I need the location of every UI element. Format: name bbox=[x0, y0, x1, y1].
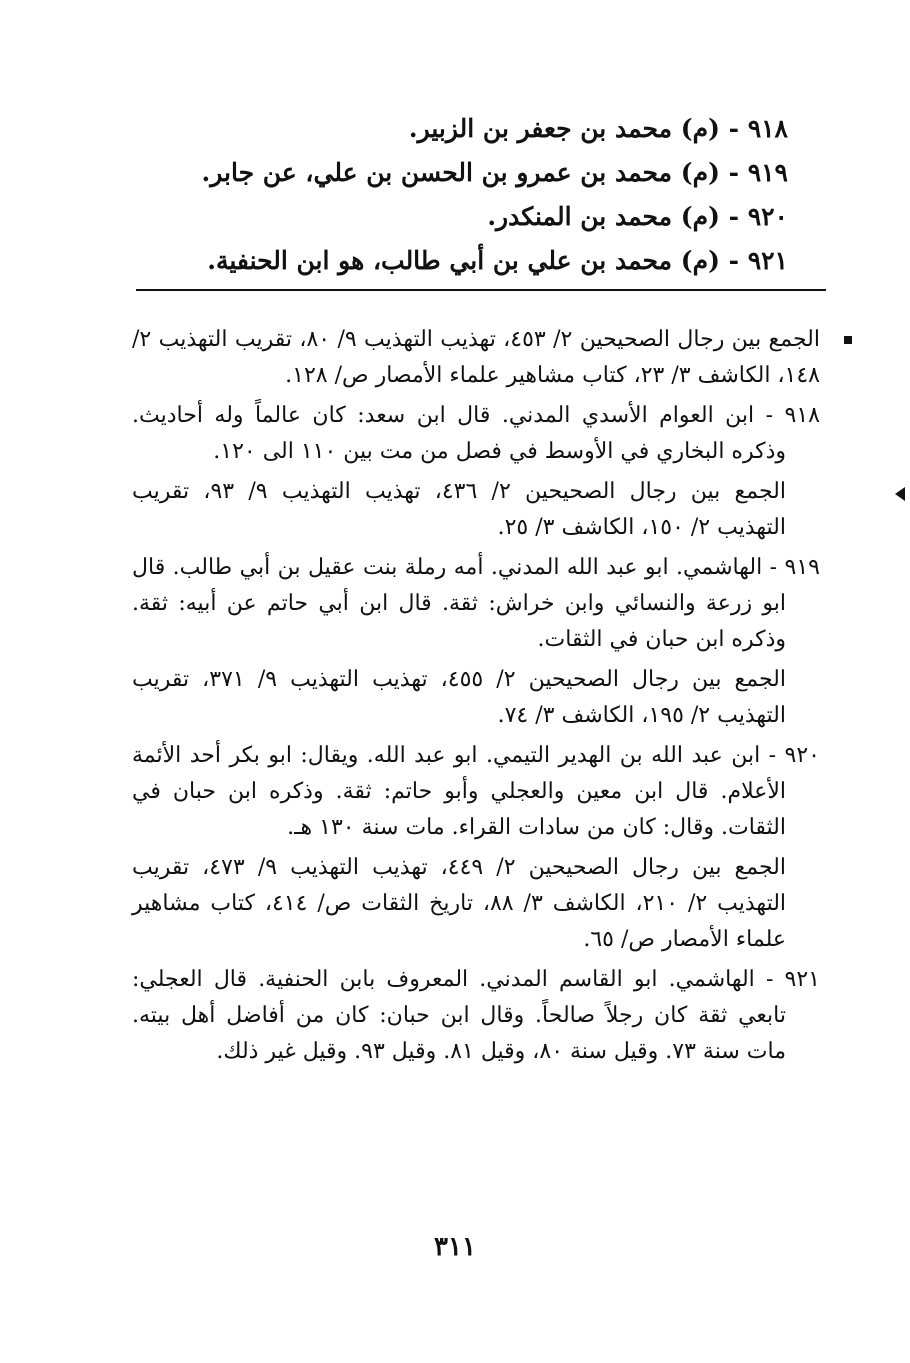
footnote-text: ٩١٩ - الهاشمي. ابو عبد الله المدني. أمه رملة بنت عقيل بن أبي طالب. قال ابو زرعة والنسائي وابن خراش: ثقة. قال ابن أبي حاتم عن أبيه: ثقة. وذكره ابن حبان في الثقات. bbox=[132, 555, 820, 652]
footnote-references: الجمع بين رجال الصحيحين ٢/ ٤٣٦، تهذيب التهذيب ٩/ ٩٣، تقريب التهذيب ٢/ ١٥٠، الكاشف ٣/ ٢٥. bbox=[132, 479, 786, 540]
footnote-text: ٩٢٠ - ابن عبد الله بن الهدير التيمي. ابو عبد الله. ويقال: ابو بكر أحد الأئمة الأعلام. قال ابن معين والعجلي وأبو حاتم: ثقة. وذكره ابن حبان في الثقات. وقال: كان من سادات القراء. مات سنة ١٣٠ هـ. bbox=[132, 743, 820, 840]
footnote-divider bbox=[136, 289, 826, 291]
footnote-references: الجمع بين رجال الصحيحين ٢/ ٤٥٥، تهذيب التهذيب ٩/ ٣٧١، تقريب التهذيب ٢/ ١٩٥، الكاشف ٣/ ٧٤. bbox=[132, 667, 786, 728]
list-item: ٩٢٠ - (م) محمد بن المنكدر. bbox=[487, 202, 788, 231]
footnote-text: ٩١٨ - ابن العوام الأسدي المدني. قال ابن سعد: كان عالماً وله أحاديث. وذكره البخاري في الأوسط في فصل من مت بين ١١٠ الى ١٢٠. bbox=[132, 403, 820, 464]
footnote-entry-921 bbox=[132, 962, 820, 1070]
bullet-icon bbox=[844, 336, 852, 344]
narrator-list bbox=[98, 107, 788, 283]
footnote-entry-919 bbox=[132, 550, 820, 734]
footnote-entry bbox=[132, 322, 820, 394]
footnote-entry-918 bbox=[132, 398, 820, 546]
footnote-entry-920 bbox=[132, 738, 820, 958]
page-number: ٣١١ bbox=[434, 1232, 476, 1262]
footnote-text: ٩٢١ - الهاشمي. ابو القاسم المدني. المعروف بابن الحنفية. قال العجلي: تابعي ثقة كان رجلاً صالحاً. وقال ابن حبان: كان من أفاضل أهل بيته. مات سنة ٧٣. وقيل سنة ٨٠، وقيل ٨١. وقيل ٩٣. وقيل غير ذلك. bbox=[132, 967, 820, 1064]
list-item: ٩١٩ - (م) محمد بن عمرو بن الحسن بن علي، عن جابر. bbox=[201, 158, 788, 187]
footnote-text: الجمع بين رجال الصحيحين ٢/ ٤٥٣، تهذيب التهذيب ٩/ ٨٠، تقريب التهذيب ٢/ ١٤٨، الكاشف ٣/ ٢٣، كتاب مشاهير علماء الأمصار ص/ ١٢٨. bbox=[132, 327, 820, 388]
list-item: ٩٢١ - (م) محمد بن علي بن أبي طالب، هو ابن الحنفية. bbox=[207, 246, 788, 275]
footnote-references: الجمع بين رجال الصحيحين ٢/ ٤٤٩، تهذيب التهذيب ٩/ ٤٧٣، تقريب التهذيب ٢/ ٢١٠، الكاشف ٣/ ٨٨، تاريخ الثقات ص/ ٤١٤، كتاب مشاهير علماء الأمصار ص/ ٦٥. bbox=[132, 855, 787, 952]
list-item: ٩١٨ - (م) محمد بن جعفر بن الزبير. bbox=[408, 114, 788, 143]
footnotes bbox=[132, 322, 820, 1070]
margin-arrow-icon bbox=[895, 487, 905, 501]
